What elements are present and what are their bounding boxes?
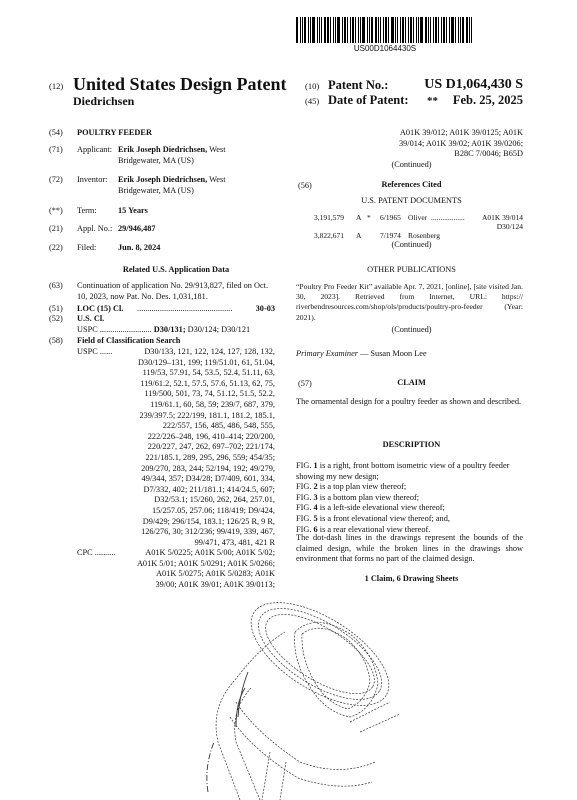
barcode-bar <box>327 17 329 43</box>
barcode-bar <box>443 17 445 43</box>
term-label: Term: <box>77 206 97 215</box>
cpc-class-line: A01K 5/0275; A01K 5/0283; A01K <box>156 569 275 579</box>
barcode-bar <box>333 17 334 43</box>
continuation-text: Continuation of application No. 29/913,827, filed on Oct. 10, 2023, now Pat. No. Des. 1,031,181. <box>77 281 269 301</box>
ref-name: Oliver <box>408 213 428 222</box>
fig-text: is a rear elevational view thereof. <box>319 524 431 534</box>
us-patent-documents-heading: U.S. PATENT DOCUMENTS <box>361 196 462 205</box>
field-52-code: (52) <box>49 314 63 323</box>
barcode-bar <box>300 17 301 43</box>
barcode-bar <box>367 17 368 43</box>
inventor-name: Erik Joseph Diedrichsen, <box>118 175 208 184</box>
barcode-bar <box>428 17 429 43</box>
uspc-class-line: D32/53.1; 15/260, 262, 264, 257.01, <box>154 495 275 505</box>
us-cl-label: U.S. Cl. <box>77 314 105 323</box>
field-22-code: (22) <box>49 243 63 252</box>
uspc-class-line: 49/344, 357; D34/28; D7/409, 601, 334, <box>141 474 275 484</box>
barcode-bar <box>420 17 423 43</box>
appl-no-value: 29/946,487 <box>118 224 156 233</box>
fig-label: FIG. <box>296 492 312 502</box>
other-publication: “Poultry Pro Feeder Kit” available Apr. 7, 2021, [online], [site visited Jan. 30, 2023]. Retrieved from Internet, URL: https:// riverbendresources.com/shop/ols/products/poultry-pro-feeder (Year: 2021). <box>296 282 523 322</box>
field-56-code: (56) <box>298 181 312 190</box>
continued-pubs: (Continued) <box>391 325 432 334</box>
ref-class: A01K 39/014 <box>481 213 523 222</box>
uspc-class-line: 220/227, 247, 262, 697–702; 221/174, <box>147 442 275 452</box>
barcode-bar <box>342 17 343 43</box>
ref-number: 3,191,579 <box>314 213 344 222</box>
uspc-dots: ......................... <box>99 325 152 334</box>
barcode-bar <box>330 17 331 43</box>
fig-text: is a right, front bottom isometric view of a poultry feeder showing my new design; <box>296 461 510 481</box>
barcode-bar <box>469 17 470 43</box>
dot-dash-note: The dot-dash lines in the drawings represent the bounds of the claimed design, while the broken lines in the drawings show environment that forms no part of the claimed design. <box>296 533 523 564</box>
fig-label: FIG. <box>296 513 312 523</box>
uspc-label: USPC <box>77 325 98 334</box>
ref-dots: .................. <box>431 213 465 222</box>
uspc-class-line: D30/129–131, 199; 119/51.01, 61, 51.04, <box>137 357 275 367</box>
date-stars: ** <box>427 95 438 107</box>
uspc-class-line: 119/53, 57.91, 54, 53.5, 52.4, 51.11, 63, <box>142 368 275 378</box>
applicant-location-1: West <box>209 145 226 154</box>
field-54-code: (54) <box>49 128 63 137</box>
barcode-bar <box>369 17 370 43</box>
search-uspc-dots: ...... <box>99 347 113 356</box>
barcode-bar <box>371 17 373 43</box>
barcode-bar <box>388 17 389 43</box>
uspc-main-class: D30/131; <box>153 325 186 334</box>
figure-description <box>296 461 523 482</box>
appl-no-label: Appl. No.: <box>77 224 113 233</box>
related-data-heading: Related U.S. Application Data <box>122 265 230 274</box>
barcode-bar <box>402 17 404 43</box>
uspc-class-line: 222/226–248, 196, 410–414; 220/200, <box>147 431 275 441</box>
code-12: (12) <box>49 81 64 91</box>
patent-no-label: Patent No.: <box>328 78 389 92</box>
figure-description <box>296 503 523 514</box>
uspc-class-line: 99/471, 473, 481, 421 R <box>194 537 275 547</box>
cpc-class-line: B28C 7/0046; B65D <box>454 149 523 159</box>
date-of-patent: Feb. 25, 2025 <box>452 93 523 107</box>
code-45: (45) <box>305 96 320 106</box>
barcode-bar <box>425 17 427 43</box>
barcode-bar <box>350 17 351 43</box>
barcode <box>296 17 474 43</box>
inventor-label: Inventor: <box>77 175 108 184</box>
fig-label: FIG. <box>296 524 312 534</box>
cpc-class-line: A01K 5/01; A01K 5/0291; A01K 5/0266; <box>136 558 275 568</box>
uspc-class-line: D7/332, 402; 211/181.1; 414/24.5, 607; <box>143 484 275 494</box>
ref-kind: A <box>356 231 362 240</box>
field-57-code: (57) <box>298 379 312 388</box>
fig-number: 4 <box>313 503 318 513</box>
inventor-location-2: Bridgewater, MA (US) <box>118 185 194 195</box>
description-heading: DESCRIPTION <box>382 440 441 449</box>
field-58-code: (58) <box>49 336 63 345</box>
search-uspc-label: USPC <box>77 347 98 356</box>
barcode-bar <box>405 17 406 43</box>
ref-class-2: D30/124 <box>496 222 523 231</box>
references-cited-heading: References Cited <box>381 180 442 189</box>
examiner-line <box>296 349 427 360</box>
fig-number: 1 <box>313 461 318 470</box>
barcode-bar <box>408 17 409 43</box>
uspc-other-classes: D30/124; D30/121 <box>187 325 251 334</box>
barcode-bar <box>400 17 401 43</box>
barcode-bar <box>449 17 450 43</box>
barcode-bar <box>317 17 318 43</box>
uspc-line <box>77 325 250 336</box>
uspc-class-line: 221/185.1, 289, 295, 296, 559; 454/35; <box>145 452 275 462</box>
barcode-bar <box>304 17 306 43</box>
fig-label: FIG. <box>296 482 312 492</box>
field-63-code: (63) <box>49 281 63 290</box>
cpc-class-line: 39/00; A01K 39/01; A01K 39/0113; <box>155 579 275 589</box>
fig-number: 2 <box>313 482 318 492</box>
barcode-bar <box>471 17 472 43</box>
applicant-name: Erik Joseph Diedrichsen, <box>118 145 208 154</box>
filed-label: Filed: <box>77 243 97 252</box>
barcode-bar <box>358 17 359 43</box>
barcode-bar <box>441 17 442 43</box>
applicant-label: Applicant: <box>77 145 113 154</box>
uspc-class-line: 209/270, 283, 244; 52/194, 192; 49/279, <box>141 463 275 473</box>
barcode-number: US00D1064430S <box>353 44 417 53</box>
cpc-class-line: 39/014; A01K 39/02; A01K 39/0206; <box>399 138 523 148</box>
uspc-class-line: 239/397.5; 222/199, 181.1, 181.2, 185.1, <box>139 410 275 420</box>
barcode-bar <box>378 17 379 43</box>
claims-and-sheets: 1 Claim, 6 Drawing Sheets <box>364 574 459 583</box>
term-code: (**) <box>49 206 63 215</box>
barcode-bar <box>324 17 326 43</box>
barcode-bar <box>362 17 365 43</box>
field-21-code: (21) <box>49 224 63 233</box>
search-uspc-classes <box>100 347 275 548</box>
applicant <box>118 145 226 166</box>
barcode-bar <box>397 17 398 43</box>
barcode-bar <box>451 17 454 43</box>
fig-text: is a bottom plan view thereof; <box>319 492 420 502</box>
barcode-bar <box>344 17 346 43</box>
field-51-code: (51) <box>49 304 63 313</box>
figure-description <box>296 514 523 525</box>
uspc-class-line: 15/257.05, 257.06; 118/419; D9/424, <box>152 505 275 515</box>
barcode-bar <box>466 17 468 43</box>
examiner-label: Primary Examiner <box>296 349 358 358</box>
term-value: 15 Years <box>118 206 148 215</box>
barcode-bar <box>395 17 396 43</box>
fig-text: is a front elevational view thereof; and, <box>319 513 450 523</box>
patent-number: US D1,064,430 S <box>424 77 523 92</box>
cpc-classes-continued <box>300 128 523 160</box>
barcode-bar <box>410 17 412 43</box>
cpc-class-line: A01K 5/0225; A01K 5/00; A01K 5/02; <box>145 548 275 557</box>
barcode-bar <box>337 17 340 43</box>
barcode-bar <box>375 17 377 43</box>
uspc-class-line: 119/61.2, 52.1, 57.5, 57.6, 51.13, 62, 75, <box>140 378 275 388</box>
barcode-bar <box>380 17 381 43</box>
cpc-label: CPC <box>77 548 93 557</box>
barcode-bar <box>352 17 354 43</box>
ref-date: 7/1974 <box>380 231 401 240</box>
barcode-bar <box>308 17 309 43</box>
barcode-bar <box>296 17 298 43</box>
barcode-bar <box>416 17 417 43</box>
barcode-bar <box>438 17 439 43</box>
barcode-bar <box>418 17 419 43</box>
uspc-class-line: D30/133, 121, 122, 124, 127, 128, 132, <box>144 347 275 356</box>
uspc-class-line: 119/61.1, 60, 58, 59; 239/7, 687, 379, <box>150 399 275 409</box>
examiner-name: — Susan Moon Lee <box>360 349 427 358</box>
barcode-bar <box>455 17 456 43</box>
inventor-surname: Diedrichsen <box>73 94 135 108</box>
code-10: (10) <box>305 81 320 91</box>
barcode-bar <box>462 17 464 43</box>
loc-dots: .............................................. <box>137 304 233 313</box>
fig-text: is a top plan view thereof; <box>319 482 407 492</box>
barcode-bar <box>360 17 361 43</box>
cpc-classes <box>100 548 275 590</box>
field-72-code: (72) <box>49 175 63 184</box>
field-of-search-label: Field of Classification Search <box>77 336 181 345</box>
applicant-location-2: Bridgewater, MA (US) <box>118 155 194 165</box>
figure-descriptions <box>296 461 523 535</box>
document-title: United States Design Patent <box>73 74 287 94</box>
claim-text: The ornamental design for a poultry feeder as shown and described. <box>296 397 522 406</box>
date-of-patent-label: Date of Patent: <box>328 93 409 107</box>
field-71-code: (71) <box>49 145 63 154</box>
fig-text: is a left-side elevational view thereof; <box>319 503 445 513</box>
barcode-bar <box>310 17 311 43</box>
poultry-feeder-drawing <box>200 592 410 800</box>
other-publications-heading: OTHER PUBLICATIONS <box>367 265 456 274</box>
barcode-bar <box>385 17 387 43</box>
fig-label: FIG. <box>296 503 312 513</box>
barcode-bar <box>391 17 394 43</box>
loc-label: LOC (15) Cl. <box>77 304 124 313</box>
ref-star: * <box>367 213 371 222</box>
invention-title: POULTRY FEEDER <box>77 128 152 137</box>
barcode-bar <box>460 17 461 43</box>
uspc-class-line: 222/557, 156, 485, 486, 548, 555, <box>162 421 275 431</box>
ref-name: Rosenberg <box>408 231 440 240</box>
ref-number: 3,822,671 <box>314 231 344 240</box>
fig-number: 5 <box>313 513 318 523</box>
barcode-bar <box>413 17 414 43</box>
inventor <box>118 175 226 196</box>
barcode-bar <box>433 17 434 43</box>
uspc-class-line: 126/276, 30; 312/236; 99/419, 339, 467, <box>141 527 275 537</box>
barcode-bar <box>302 17 303 43</box>
barcode-bar <box>435 17 437 43</box>
inventor-location-1: West <box>209 175 226 184</box>
barcode-bar <box>458 17 459 43</box>
fig-label: FIG. <box>296 461 312 470</box>
figure-description <box>296 482 523 493</box>
barcode-bar <box>446 17 447 43</box>
fig-number: 3 <box>313 492 318 502</box>
claim-heading: CLAIM <box>397 378 426 387</box>
fig-number: 6 <box>313 524 318 534</box>
filed-value: Jun. 8, 2024 <box>118 243 161 252</box>
barcode-bar <box>312 17 315 43</box>
barcode-bar <box>319 17 320 43</box>
cpc-class-line: A01K 39/012; A01K 39/0125; A01K <box>399 128 523 137</box>
barcode-bar <box>335 17 336 43</box>
uspc-class-line: D9/429; 296/154, 183.1; 126/25 R, 9 R, <box>142 516 275 526</box>
continued-refs: (Continued) <box>391 240 432 249</box>
figure-description <box>296 493 523 504</box>
loc-value: 30-03 <box>255 304 275 313</box>
barcode-bar <box>347 17 348 43</box>
barcode-bar <box>430 17 431 43</box>
ref-kind: A <box>356 213 362 222</box>
ref-date: 6/1965 <box>380 213 401 222</box>
continued-cpc: (Continued) <box>391 160 432 169</box>
barcode-bar <box>383 17 384 43</box>
barcode-bar <box>355 17 356 43</box>
barcode-bar <box>321 17 322 43</box>
uspc-class-line: 119/500, 501, 73, 74, 51.12, 51.5, 52.2, <box>144 389 275 399</box>
cpc-dots: .......... <box>94 548 116 557</box>
